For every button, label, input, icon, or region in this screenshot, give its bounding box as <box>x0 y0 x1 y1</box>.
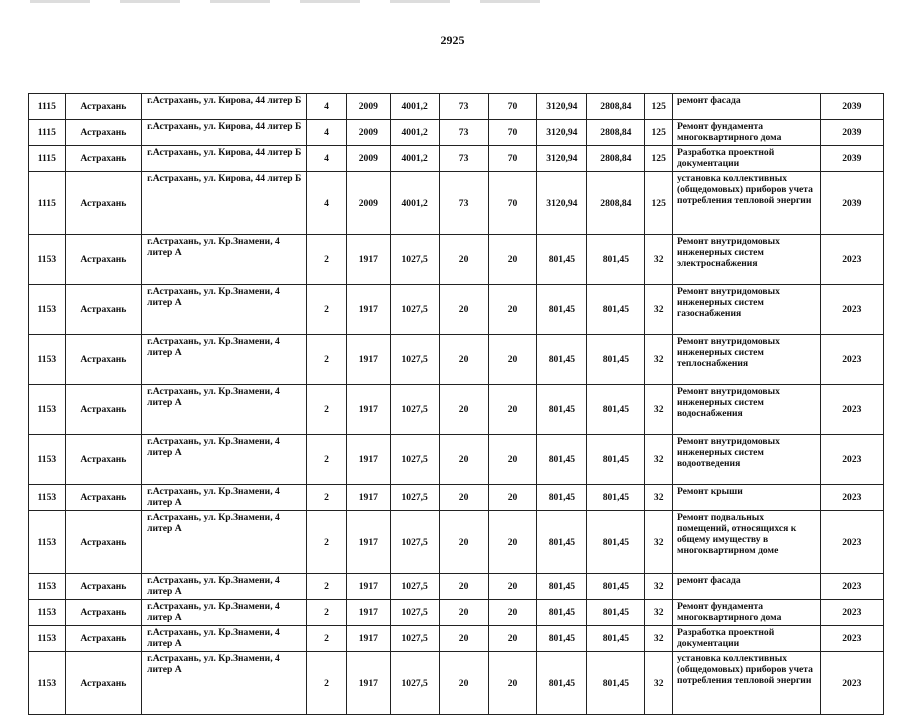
cell-build-year: 1917 <box>346 485 390 511</box>
cell-city: Астрахань <box>65 94 141 120</box>
cell-residents: 32 <box>645 385 673 435</box>
cell-address: г.Астрахань, ул. Кирова, 44 литер Б <box>142 172 307 235</box>
cell-build-year: 1917 <box>346 600 390 626</box>
cell-build-year: 1917 <box>346 335 390 385</box>
cell-count-b: 20 <box>488 285 537 335</box>
cell-value-b: 2808,84 <box>587 172 645 235</box>
cell-address: г.Астрахань, ул. Кр.Знамени, 4 литер А <box>142 600 307 626</box>
cell-build-year: 2009 <box>346 120 390 146</box>
cell-address: г.Астрахань, ул. Кирова, 44 литер Б <box>142 120 307 146</box>
cell-value-a: 801,45 <box>537 652 587 715</box>
cell-city: Астрахань <box>65 511 141 574</box>
cell-count-b: 20 <box>488 235 537 285</box>
cell-area: 4001,2 <box>390 94 439 120</box>
cell-value-a: 801,45 <box>537 435 587 485</box>
cell-work-type: Ремонт внутридомовых инженерных систем теплоснабжения <box>672 335 820 385</box>
table-row <box>29 120 884 146</box>
cell-house-id: 1153 <box>29 335 66 385</box>
cell-area: 1027,5 <box>390 485 439 511</box>
cell-address: г.Астрахань, ул. Кр.Знамени, 4 литер А <box>142 511 307 574</box>
cell-residents: 32 <box>645 435 673 485</box>
cell-count-a: 20 <box>439 335 488 385</box>
cell-work-type: ремонт фасада <box>672 94 820 120</box>
table-row <box>29 652 884 715</box>
cell-house-id: 1153 <box>29 511 66 574</box>
cell-address: г.Астрахань, ул. Кирова, 44 литер Б <box>142 146 307 172</box>
cell-count-b: 20 <box>488 652 537 715</box>
cell-count-a: 20 <box>439 652 488 715</box>
cell-work-type: установка коллективных (общедомовых) приборов учета потребления тепловой энергии <box>672 172 820 235</box>
cell-count-b: 70 <box>488 120 537 146</box>
cell-floors: 2 <box>307 600 347 626</box>
cell-residents: 32 <box>645 626 673 652</box>
cell-work-type: Ремонт фундамента многоквартирного дома <box>672 600 820 626</box>
cell-house-id: 1153 <box>29 285 66 335</box>
cell-plan-year: 2023 <box>820 335 883 385</box>
cell-address: г.Астрахань, ул. Кр.Знамени, 4 литер А <box>142 285 307 335</box>
table-row <box>29 626 884 652</box>
cell-value-b: 2808,84 <box>587 120 645 146</box>
cell-plan-year: 2023 <box>820 435 883 485</box>
cell-floors: 2 <box>307 335 347 385</box>
cell-residents: 32 <box>645 235 673 285</box>
cell-count-b: 70 <box>488 94 537 120</box>
cell-address: г.Астрахань, ул. Кр.Знамени, 4 литер А <box>142 626 307 652</box>
cell-count-b: 70 <box>488 146 537 172</box>
cell-plan-year: 2023 <box>820 574 883 600</box>
cell-value-b: 801,45 <box>587 600 645 626</box>
cell-value-b: 2808,84 <box>587 94 645 120</box>
cell-value-a: 3120,94 <box>537 146 587 172</box>
cell-area: 4001,2 <box>390 120 439 146</box>
table-row <box>29 435 884 485</box>
cell-plan-year: 2039 <box>820 172 883 235</box>
cell-house-id: 1153 <box>29 600 66 626</box>
cell-city: Астрахань <box>65 235 141 285</box>
cell-count-b: 20 <box>488 335 537 385</box>
cell-work-type: ремонт фасада <box>672 574 820 600</box>
cell-floors: 2 <box>307 485 347 511</box>
cell-address: г.Астрахань, ул. Кр.Знамени, 4 литер А <box>142 385 307 435</box>
cell-area: 1027,5 <box>390 435 439 485</box>
cell-residents: 125 <box>645 120 673 146</box>
cell-count-a: 20 <box>439 574 488 600</box>
cell-value-a: 801,45 <box>537 385 587 435</box>
cell-address: г.Астрахань, ул. Кр.Знамени, 4 литер А <box>142 435 307 485</box>
cell-build-year: 2009 <box>346 94 390 120</box>
cell-value-a: 801,45 <box>537 485 587 511</box>
cell-count-a: 73 <box>439 94 488 120</box>
cell-count-a: 20 <box>439 285 488 335</box>
cell-plan-year: 2023 <box>820 285 883 335</box>
cell-floors: 4 <box>307 172 347 235</box>
cell-city: Астрахань <box>65 435 141 485</box>
cell-address: г.Астрахань, ул. Кр.Знамени, 4 литер А <box>142 485 307 511</box>
cell-house-id: 1153 <box>29 385 66 435</box>
table-row <box>29 172 884 235</box>
cell-floors: 2 <box>307 652 347 715</box>
cell-value-a: 3120,94 <box>537 94 587 120</box>
cell-count-b: 20 <box>488 574 537 600</box>
cell-work-type: Ремонт внутридомовых инженерных систем водоотведения <box>672 435 820 485</box>
cell-floors: 2 <box>307 385 347 435</box>
cell-count-b: 20 <box>488 626 537 652</box>
cell-count-a: 20 <box>439 485 488 511</box>
cell-city: Астрахань <box>65 335 141 385</box>
cell-address: г.Астрахань, ул. Кр.Знамени, 4 литер А <box>142 574 307 600</box>
cell-build-year: 1917 <box>346 235 390 285</box>
cell-value-b: 801,45 <box>587 485 645 511</box>
cell-value-a: 801,45 <box>537 335 587 385</box>
cell-work-type: Разработка проектной документации <box>672 626 820 652</box>
cell-value-b: 801,45 <box>587 385 645 435</box>
cell-plan-year: 2039 <box>820 146 883 172</box>
cell-area: 1027,5 <box>390 511 439 574</box>
cell-count-b: 70 <box>488 172 537 235</box>
cell-value-a: 3120,94 <box>537 172 587 235</box>
cell-plan-year: 2023 <box>820 652 883 715</box>
cell-count-a: 20 <box>439 600 488 626</box>
table-row <box>29 235 884 285</box>
cell-work-type: Ремонт крыши <box>672 485 820 511</box>
table-row <box>29 511 884 574</box>
cell-value-a: 3120,94 <box>537 120 587 146</box>
table-row <box>29 335 884 385</box>
cell-plan-year: 2023 <box>820 511 883 574</box>
cell-residents: 32 <box>645 574 673 600</box>
cell-address: г.Астрахань, ул. Кирова, 44 литер Б <box>142 94 307 120</box>
cell-address: г.Астрахань, ул. Кр.Знамени, 4 литер А <box>142 652 307 715</box>
cell-value-b: 801,45 <box>587 285 645 335</box>
cell-build-year: 1917 <box>346 511 390 574</box>
cell-build-year: 1917 <box>346 435 390 485</box>
table-row <box>29 94 884 120</box>
page-number: 2925 <box>440 33 465 47</box>
cell-work-type: Ремонт подвальных помещений, относящихся к общему имуществу в многоквартирном доме <box>672 511 820 574</box>
cell-build-year: 1917 <box>346 626 390 652</box>
cell-build-year: 1917 <box>346 574 390 600</box>
cell-house-id: 1153 <box>29 652 66 715</box>
table-row <box>29 285 884 335</box>
cell-value-a: 801,45 <box>537 600 587 626</box>
cell-build-year: 2009 <box>346 146 390 172</box>
cell-residents: 32 <box>645 652 673 715</box>
cell-build-year: 1917 <box>346 285 390 335</box>
cell-area: 4001,2 <box>390 146 439 172</box>
cell-house-id: 1153 <box>29 235 66 285</box>
cell-value-a: 801,45 <box>537 511 587 574</box>
cell-count-a: 20 <box>439 435 488 485</box>
table-row <box>29 574 884 600</box>
cell-count-a: 20 <box>439 511 488 574</box>
cell-count-a: 73 <box>439 120 488 146</box>
cell-city: Астрахань <box>65 285 141 335</box>
cell-house-id: 1115 <box>29 172 66 235</box>
cell-floors: 2 <box>307 435 347 485</box>
cell-count-b: 20 <box>488 485 537 511</box>
cell-floors: 4 <box>307 120 347 146</box>
cell-floors: 2 <box>307 574 347 600</box>
cell-value-a: 801,45 <box>537 626 587 652</box>
cell-floors: 4 <box>307 94 347 120</box>
cell-work-type: Ремонт внутридомовых инженерных систем водоснабжения <box>672 385 820 435</box>
cell-floors: 2 <box>307 626 347 652</box>
cell-plan-year: 2023 <box>820 626 883 652</box>
cell-house-id: 1115 <box>29 146 66 172</box>
house-repair-table <box>28 93 884 715</box>
cell-value-b: 801,45 <box>587 652 645 715</box>
cell-work-type: Ремонт внутридомовых инженерных систем электроснабжения <box>672 235 820 285</box>
cell-plan-year: 2039 <box>820 120 883 146</box>
cell-value-b: 801,45 <box>587 335 645 385</box>
cell-address: г.Астрахань, ул. Кр.Знамени, 4 литер А <box>142 235 307 285</box>
cell-house-id: 1153 <box>29 626 66 652</box>
cell-count-b: 20 <box>488 435 537 485</box>
cell-city: Астрахань <box>65 146 141 172</box>
cell-city: Астрахань <box>65 626 141 652</box>
cell-area: 1027,5 <box>390 385 439 435</box>
cell-area: 1027,5 <box>390 335 439 385</box>
cell-residents: 32 <box>645 511 673 574</box>
cell-build-year: 1917 <box>346 385 390 435</box>
cell-value-a: 801,45 <box>537 574 587 600</box>
cell-area: 4001,2 <box>390 172 439 235</box>
cell-house-id: 1115 <box>29 94 66 120</box>
cell-floors: 2 <box>307 285 347 335</box>
cell-count-a: 20 <box>439 385 488 435</box>
cell-count-a: 73 <box>439 172 488 235</box>
table-row <box>29 485 884 511</box>
cell-plan-year: 2023 <box>820 600 883 626</box>
cell-build-year: 1917 <box>346 652 390 715</box>
scan-header-artifact <box>30 0 550 3</box>
cell-house-id: 1153 <box>29 435 66 485</box>
cell-city: Астрахань <box>65 385 141 435</box>
cell-area: 1027,5 <box>390 235 439 285</box>
cell-value-b: 801,45 <box>587 511 645 574</box>
cell-residents: 125 <box>645 94 673 120</box>
cell-area: 1027,5 <box>390 600 439 626</box>
cell-residents: 125 <box>645 172 673 235</box>
cell-plan-year: 2023 <box>820 235 883 285</box>
cell-city: Астрахань <box>65 172 141 235</box>
cell-count-a: 20 <box>439 626 488 652</box>
cell-plan-year: 2023 <box>820 385 883 435</box>
cell-city: Астрахань <box>65 600 141 626</box>
cell-area: 1027,5 <box>390 626 439 652</box>
cell-house-id: 1153 <box>29 574 66 600</box>
cell-work-type: Ремонт фундамента многоквартирного дома <box>672 120 820 146</box>
cell-city: Астрахань <box>65 652 141 715</box>
cell-city: Астрахань <box>65 574 141 600</box>
cell-plan-year: 2039 <box>820 94 883 120</box>
cell-value-b: 801,45 <box>587 574 645 600</box>
cell-area: 1027,5 <box>390 574 439 600</box>
cell-floors: 2 <box>307 235 347 285</box>
cell-work-type: установка коллективных (общедомовых) приборов учета потребления тепловой энергии <box>672 652 820 715</box>
cell-floors: 4 <box>307 146 347 172</box>
cell-area: 1027,5 <box>390 652 439 715</box>
cell-area: 1027,5 <box>390 285 439 335</box>
cell-value-b: 801,45 <box>587 435 645 485</box>
cell-value-b: 2808,84 <box>587 146 645 172</box>
cell-value-a: 801,45 <box>537 235 587 285</box>
cell-count-a: 73 <box>439 146 488 172</box>
cell-plan-year: 2023 <box>820 485 883 511</box>
cell-residents: 125 <box>645 146 673 172</box>
table-row <box>29 146 884 172</box>
cell-value-b: 801,45 <box>587 626 645 652</box>
cell-city: Астрахань <box>65 120 141 146</box>
cell-work-type: Разработка проектной документации <box>672 146 820 172</box>
cell-house-id: 1153 <box>29 485 66 511</box>
table-row <box>29 600 884 626</box>
cell-build-year: 2009 <box>346 172 390 235</box>
cell-house-id: 1115 <box>29 120 66 146</box>
cell-residents: 32 <box>645 485 673 511</box>
cell-address: г.Астрахань, ул. Кр.Знамени, 4 литер А <box>142 335 307 385</box>
cell-residents: 32 <box>645 285 673 335</box>
cell-value-b: 801,45 <box>587 235 645 285</box>
cell-count-b: 20 <box>488 600 537 626</box>
cell-residents: 32 <box>645 335 673 385</box>
cell-work-type: Ремонт внутридомовых инженерных систем газоснабжения <box>672 285 820 335</box>
cell-city: Астрахань <box>65 485 141 511</box>
table-row <box>29 385 884 435</box>
cell-count-b: 20 <box>488 385 537 435</box>
cell-floors: 2 <box>307 511 347 574</box>
cell-value-a: 801,45 <box>537 285 587 335</box>
cell-residents: 32 <box>645 600 673 626</box>
cell-count-a: 20 <box>439 235 488 285</box>
cell-count-b: 20 <box>488 511 537 574</box>
